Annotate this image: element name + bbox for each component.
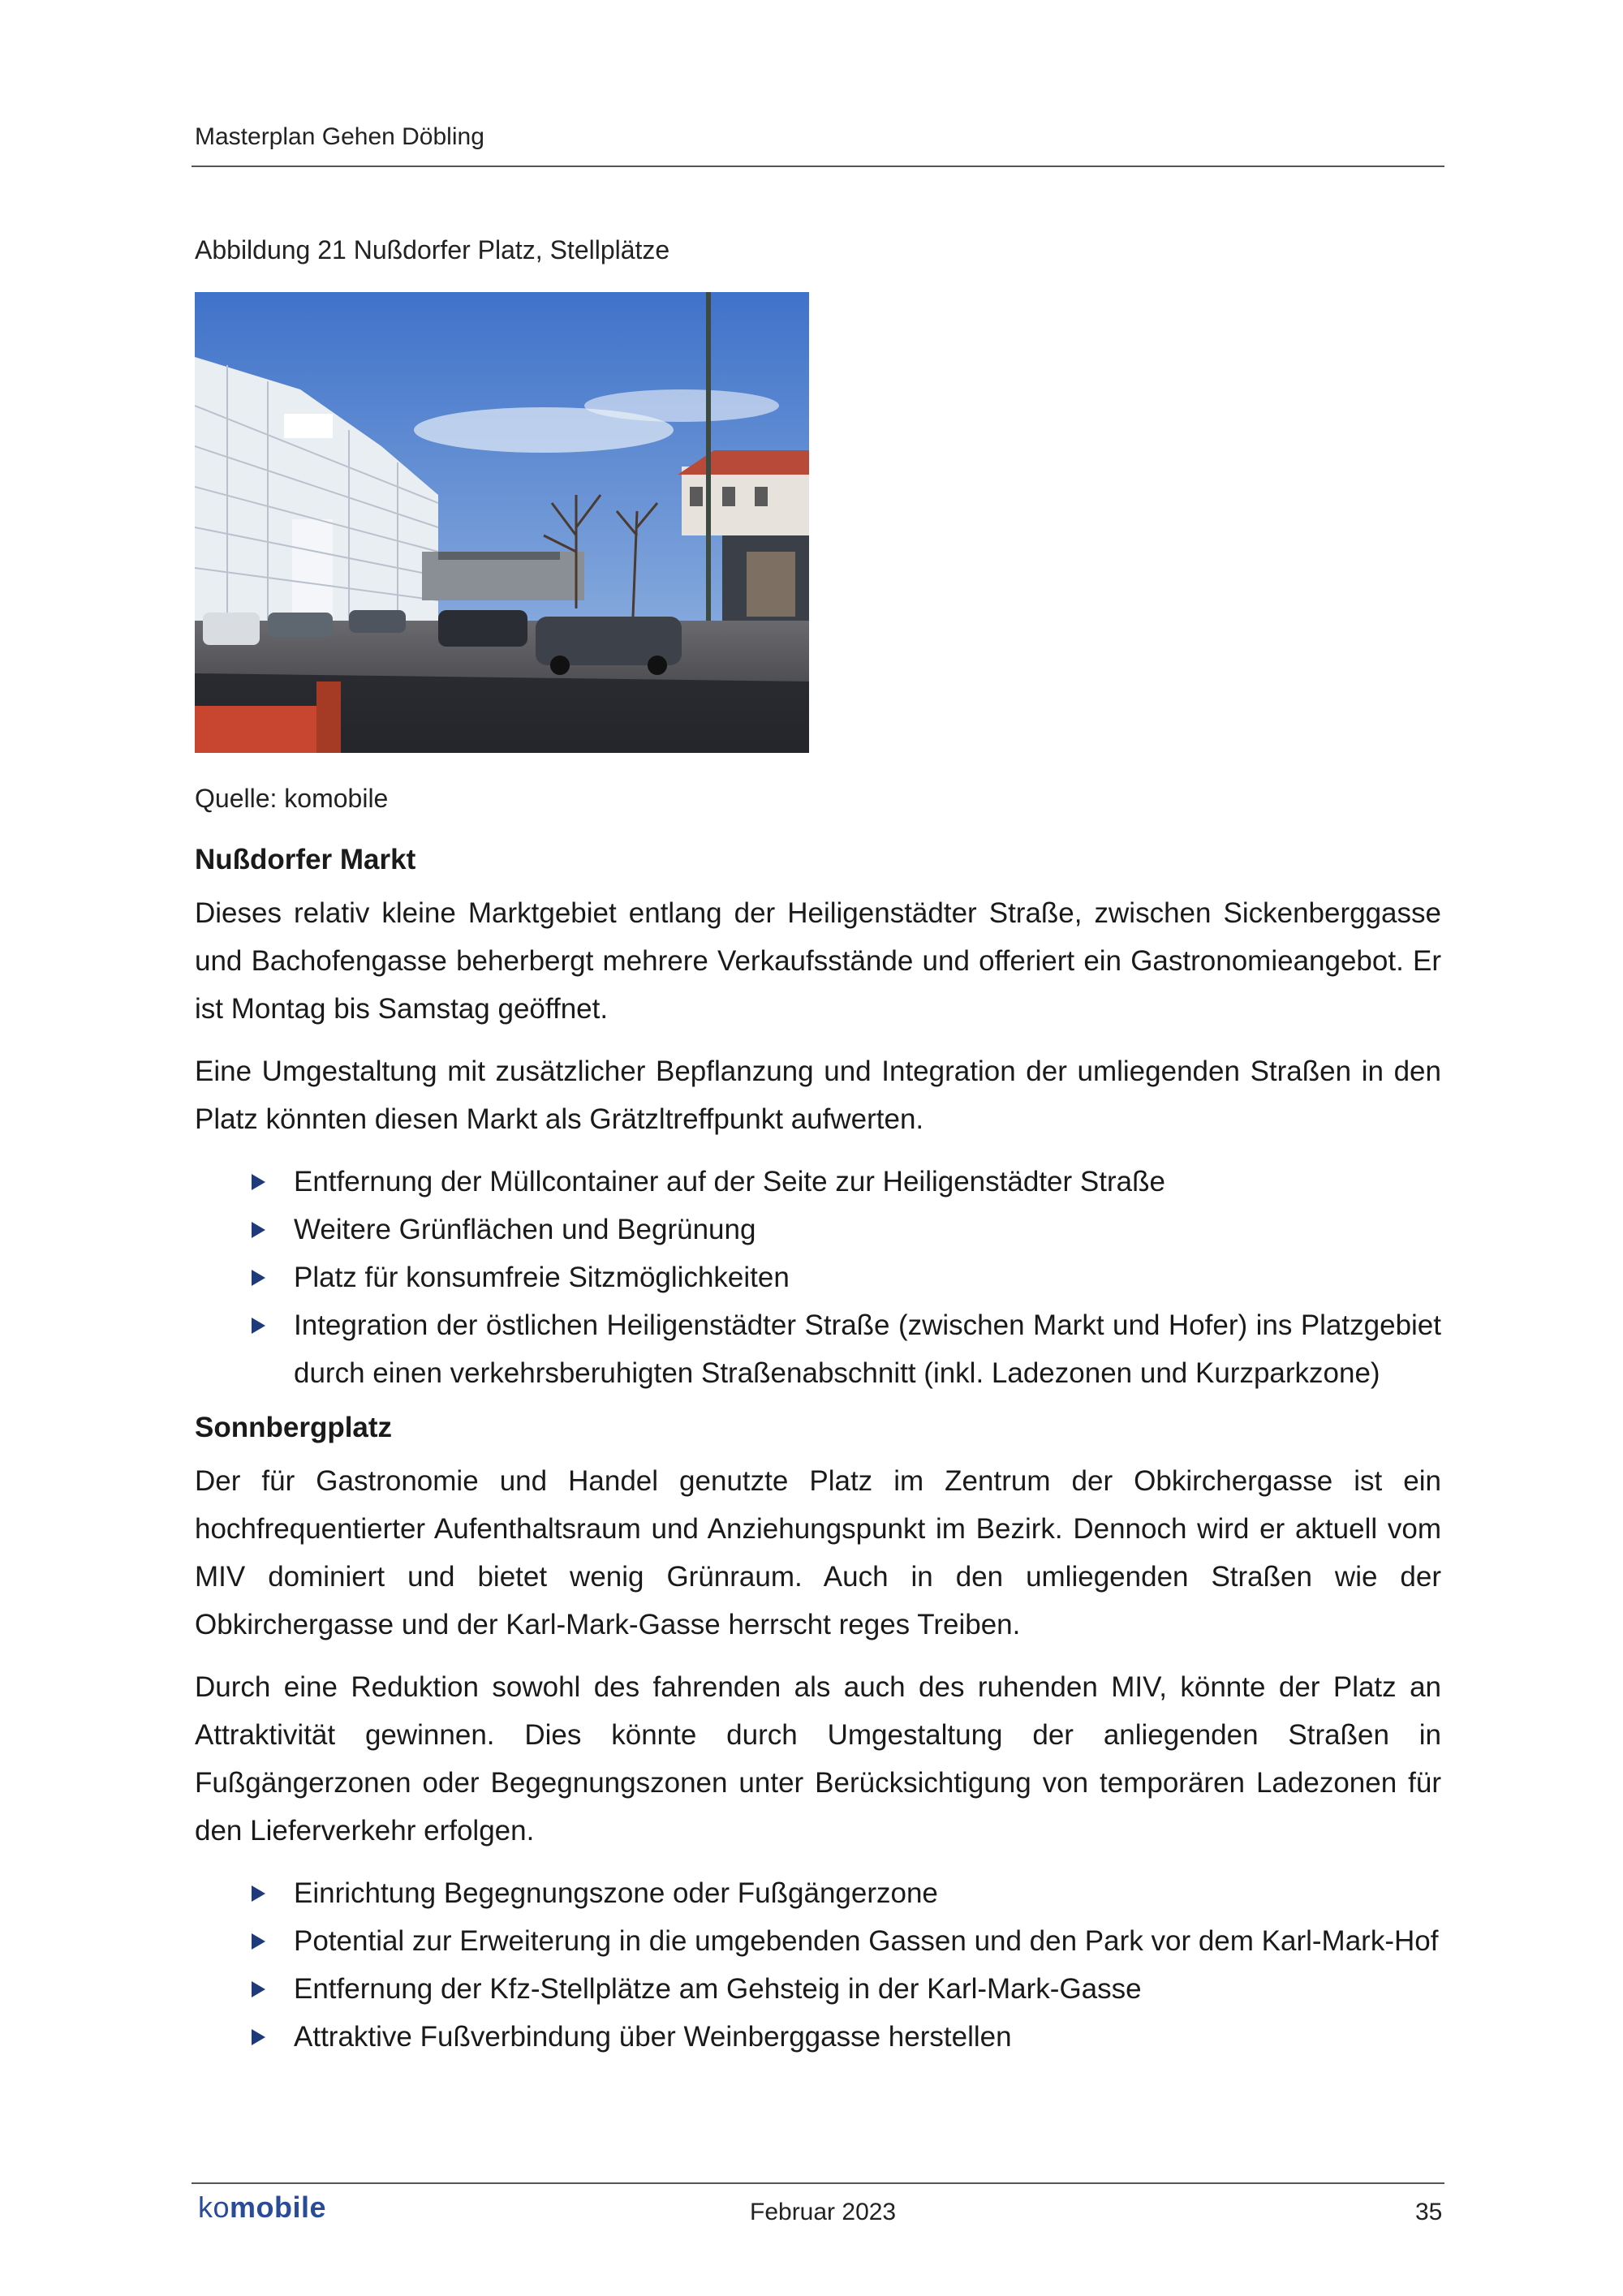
paragraph: Der für Gastronomie und Handel genutzte Platz im Zentrum der Obkirchergasse ist ein hochfrequentierter Aufenthaltsraum und Anziehungspunkt im Bezirk. Dennoch wird er aktuell vom MIV dominiert und bietet wenig Grünraum. Auch in den umliegenden Straßen wie der Obkirchergasse und der Karl-Mark-Gasse herrscht reges Treiben.: [195, 1465, 1441, 1640]
triangle-bullet-icon: [252, 1318, 265, 1334]
header-divider: [192, 166, 1444, 167]
list-item: [294, 1301, 1441, 1397]
main-content: [195, 841, 1441, 2072]
triangle-bullet-icon: [252, 1933, 265, 1950]
list-item: [294, 2013, 1441, 2061]
triangle-bullet-icon: [252, 2029, 265, 2045]
list-item: [294, 1965, 1441, 2013]
footer-date: Februar 2023: [750, 2199, 897, 2225]
parking-lot-photo: [195, 292, 809, 753]
list-item-text: Platz für konsumfreie Sitzmöglichkeiten: [294, 1262, 790, 1293]
list-item-text: Entfernung der Kfz-Stellplätze am Gehsteig in der Karl-Mark-Gasse: [294, 1973, 1142, 2005]
list-item: [294, 1869, 1441, 1917]
figure-source: Quelle: komobile: [195, 784, 389, 813]
bullet-list: [195, 1869, 1441, 2061]
paragraph: Eine Umgestaltung mit zusätzlicher Bepflanzung und Integration der umliegenden Straßen in den Platz könnten diesen Markt als Grätzltreffpunkt aufwerten.: [195, 1056, 1441, 1135]
footer-divider: [192, 2182, 1444, 2184]
figure-caption: Abbildung 21 Nußdorfer Platz, Stellplätze: [195, 235, 670, 264]
list-item: [294, 1917, 1441, 1965]
bullet-list: [195, 1158, 1441, 1397]
list-item-text: Attraktive Fußverbindung über Weinberggasse herstellen: [294, 2021, 1012, 2053]
triangle-bullet-icon: [252, 1885, 265, 1902]
paragraph: Dieses relativ kleine Marktgebiet entlang der Heiligenstädter Straße, zwischen Sickenberggasse und Bachofengasse beherbergt mehrere Verkaufsstände und offeriert ein Gastronomieangebot. Er ist Montag bis Samstag geöffnet.: [195, 897, 1441, 1025]
list-item-text: Einrichtung Begegnungszone oder Fußgängerzone: [294, 1877, 938, 1909]
list-item-text: Integration der östlichen Heiligenstädter Straße (zwischen Markt und Hofer) ins Platzgebiet durch einen verkehrsberuhigten Straßenabschnitt (inkl. Ladezonen und Kurzparkzone): [294, 1309, 1441, 1389]
page-number: 35: [1415, 2199, 1443, 2225]
list-item-text: Potential zur Erweiterung in die umgebenden Gassen und den Park vor dem Karl-Mark-Hof: [294, 1925, 1439, 1957]
logo-text-ko: ko: [198, 2191, 230, 2224]
triangle-bullet-icon: [252, 1981, 265, 1997]
logo-text-mobile: mobile: [230, 2191, 327, 2224]
section-heading: Nußdorfer Markt: [195, 844, 416, 875]
list-item: [294, 1158, 1441, 1206]
paragraph: Durch eine Reduktion sowohl des fahrenden als auch des ruhenden MIV, könnte der Platz an Attraktivität gewinnen. Dies könnte durch Umgestaltung der anliegenden Straßen in Fußgängerzonen oder Begegnungszonen unter Berücksichtigung von temporären Ladezonen für den Lieferverkehr erfolgen.: [195, 1671, 1441, 1847]
list-item: [294, 1206, 1441, 1253]
triangle-bullet-icon: [252, 1174, 265, 1190]
list-item-text: Weitere Grünflächen und Begrünung: [294, 1214, 756, 1245]
triangle-bullet-icon: [252, 1222, 265, 1238]
list-item: [294, 1253, 1441, 1301]
list-item-text: Entfernung der Müllcontainer auf der Seite zur Heiligenstädter Straße: [294, 1166, 1165, 1197]
running-header: Masterplan Gehen Döbling: [195, 123, 484, 150]
komobile-logo: [198, 2191, 326, 2225]
figure-photo: [195, 292, 809, 753]
triangle-bullet-icon: [252, 1270, 265, 1286]
section-heading: Sonnbergplatz: [195, 1412, 393, 1443]
